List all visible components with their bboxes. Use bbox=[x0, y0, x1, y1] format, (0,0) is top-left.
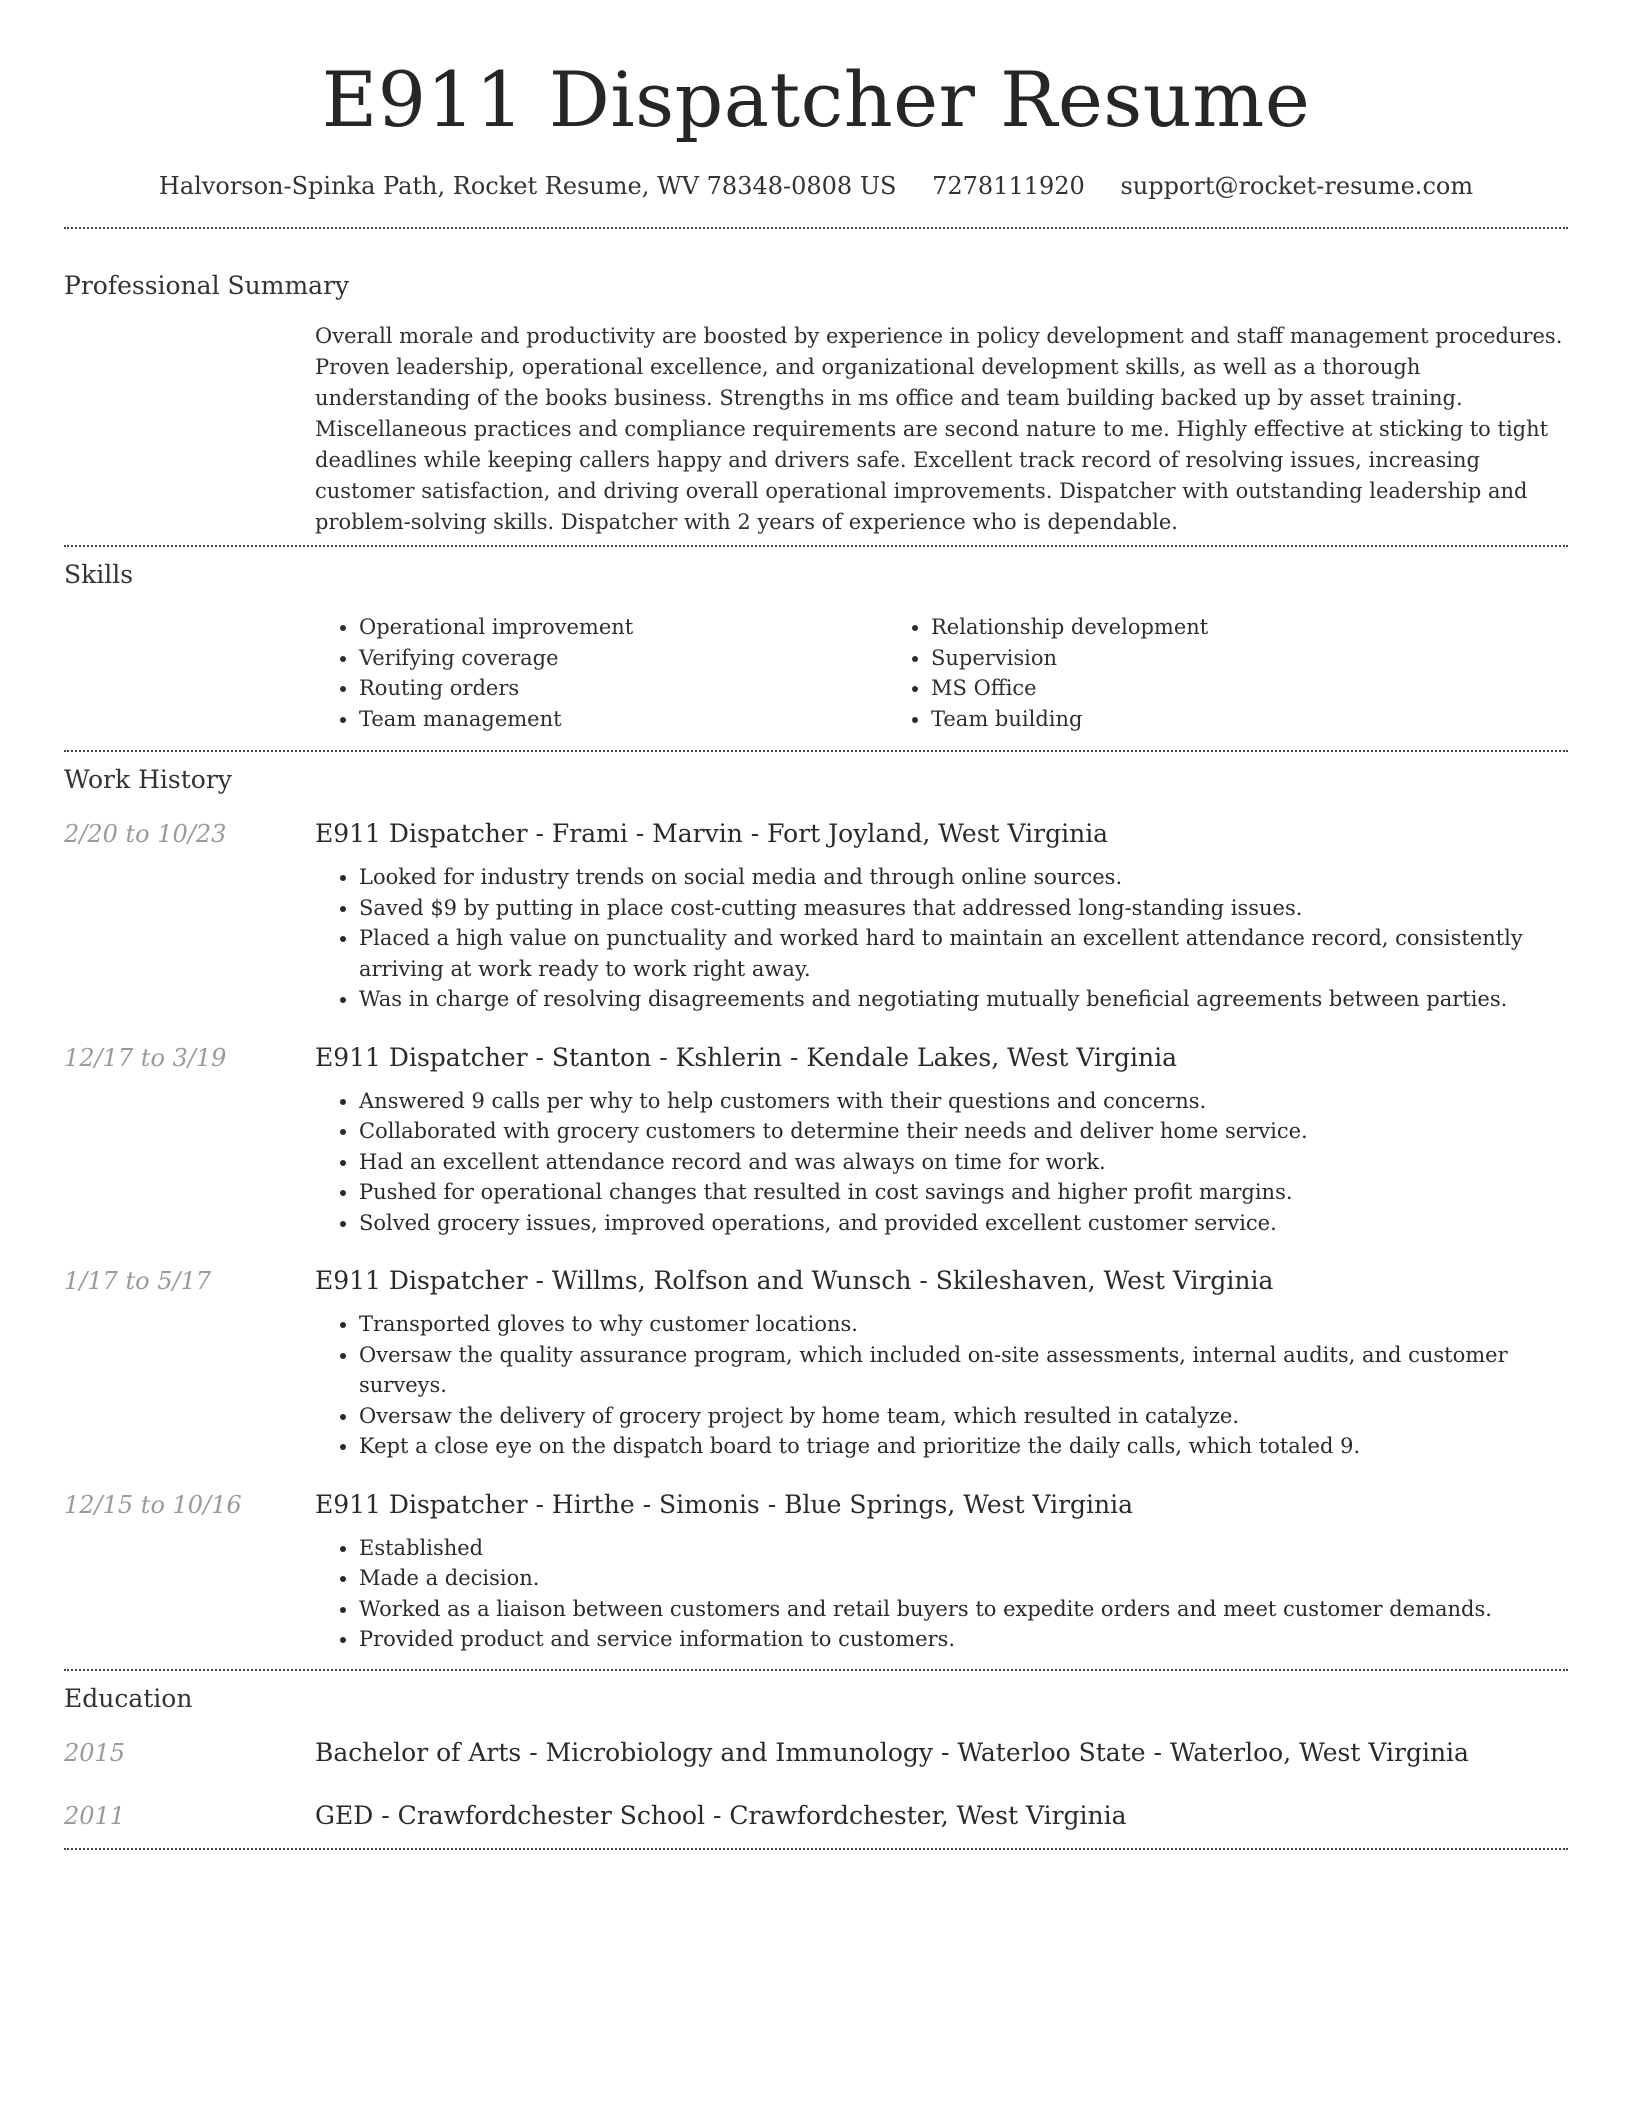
job-title: E911 Dispatcher - Stanton - Kshlerin - Kendale Lakes, West Virginia bbox=[315, 1042, 1177, 1072]
list-item: • Oversaw the quality assurance program, which included on-site assessments, internal audits, and customer surveys. bbox=[359, 1340, 1568, 1401]
list-item: • Saved $9 by putting in place cost-cutting measures that addressed long-standing issues. bbox=[359, 893, 1568, 924]
summary-section bbox=[64, 269, 1568, 538]
education-section bbox=[64, 1682, 1568, 1830]
skill-item: • Supervision bbox=[931, 643, 1459, 674]
list-item: • Pushed for operational changes that resulted in cost savings and higher profit margins. bbox=[359, 1177, 1568, 1208]
education-entry bbox=[64, 1738, 1568, 1767]
list-item: • Oversaw the delivery of grocery project by home team, which resulted in catalyze. bbox=[359, 1401, 1568, 1432]
job-title: E911 Dispatcher - Willms, Rolfson and Wunsch - Skileshaven, West Virginia bbox=[315, 1266, 1274, 1295]
divider bbox=[64, 545, 1568, 547]
skill-item: • MS Office bbox=[931, 673, 1459, 704]
section-title-work: Work History bbox=[64, 765, 232, 794]
skills-section bbox=[64, 558, 1568, 734]
education-title: GED - Crawfordchester School - Crawfordchester, West Virginia bbox=[315, 1800, 1127, 1830]
skill-item: • Relationship development bbox=[931, 612, 1459, 643]
divider bbox=[64, 750, 1568, 752]
education-date: 2011 bbox=[64, 1801, 126, 1830]
list-item: • Collaborated with grocery customers to determine their needs and deliver home service. bbox=[359, 1116, 1568, 1147]
list-item: • Was in charge of resolving disagreements and negotiating mutually beneficial agreements between parties. bbox=[359, 984, 1568, 1015]
education-title: Bachelor of Arts - Microbiology and Immunology - Waterloo State - Waterloo, West Virginia bbox=[315, 1737, 1469, 1767]
section-title-summary: Professional Summary bbox=[64, 271, 350, 300]
summary-text: Overall morale and productivity are boosted by experience in policy development and staff management procedures. Proven leadership, operational excellence, and organizational development skills, as well as a thorough understanding of the books business. Strengths in ms office and team building backed up by asset training. Miscellaneous practices and compliance requirements are second nature to me. Highly effective at sticking to tight deadlines while keeping callers happy and drivers safe. Excellent track record of resolving issues, increasing customer satisfaction, and driving overall operational improvements. Dispatcher with outstanding leadership and problem-solving skills. Dispatcher with 2 years of experience who is dependable. bbox=[315, 324, 1563, 534]
job-bullets bbox=[315, 862, 1568, 1015]
job-entry bbox=[64, 1043, 1568, 1239]
job-entry bbox=[64, 819, 1568, 1015]
skill-item: • Team management bbox=[359, 704, 887, 735]
skills-list bbox=[315, 612, 1568, 734]
work-history-section bbox=[64, 763, 1568, 1655]
divider bbox=[64, 227, 1568, 229]
skill-item: • Operational improvement bbox=[359, 612, 887, 643]
skills-column-left bbox=[315, 612, 887, 734]
resume-title: E911 Dispatcher Resume bbox=[321, 55, 1311, 144]
list-item: • Answered 9 calls per why to help customers with their questions and concerns. bbox=[359, 1086, 1568, 1117]
job-entry bbox=[64, 1490, 1568, 1655]
skill-item: • Team building bbox=[931, 704, 1459, 735]
skills-column-right bbox=[887, 612, 1459, 734]
contact-email: support@rocket-resume.com bbox=[1120, 172, 1474, 200]
job-bullets bbox=[315, 1309, 1568, 1462]
resume-page bbox=[64, 0, 1568, 1850]
education-date: 2015 bbox=[64, 1738, 126, 1767]
contact-address: Halvorson-Spinka Path, Rocket Resume, WV 78348-0808 US bbox=[158, 172, 897, 200]
list-item: • Solved grocery issues, improved operations, and provided excellent customer service. bbox=[359, 1208, 1568, 1239]
contact-line bbox=[64, 170, 1568, 202]
list-item: • Provided product and service information to customers. bbox=[359, 1624, 1568, 1655]
job-title: E911 Dispatcher - Hirthe - Simonis - Blue Springs, West Virginia bbox=[315, 1489, 1134, 1519]
divider bbox=[64, 1669, 1568, 1671]
job-date: 2/20 to 10/23 bbox=[64, 820, 227, 848]
list-item: • Transported gloves to why customer locations. bbox=[359, 1309, 1568, 1340]
list-item: • Had an excellent attendance record and was always on time for work. bbox=[359, 1147, 1568, 1178]
list-item: • Made a decision. bbox=[359, 1563, 1568, 1594]
job-entry bbox=[64, 1266, 1568, 1462]
job-date: 12/17 to 3/19 bbox=[64, 1043, 227, 1072]
section-title-skills: Skills bbox=[64, 560, 134, 589]
contact-phone: 7278111920 bbox=[932, 172, 1085, 200]
job-title: E911 Dispatcher - Frami - Marvin - Fort Joyland, West Virginia bbox=[315, 819, 1109, 848]
skill-item: • Routing orders bbox=[359, 673, 887, 704]
section-title-education: Education bbox=[64, 1683, 193, 1713]
job-bullets bbox=[315, 1533, 1568, 1655]
list-item: • Placed a high value on punctuality and worked hard to maintain an excellent attendance record, consistently arriving at work ready to work right away. bbox=[359, 923, 1568, 984]
skill-item: • Verifying coverage bbox=[359, 643, 887, 674]
list-item: • Looked for industry trends on social media and through online sources. bbox=[359, 862, 1568, 893]
divider bbox=[64, 1848, 1568, 1850]
job-bullets bbox=[315, 1086, 1568, 1239]
job-date: 1/17 to 5/17 bbox=[64, 1267, 212, 1295]
list-item: • Established bbox=[359, 1533, 1568, 1564]
education-entry bbox=[64, 1801, 1568, 1830]
list-item: • Kept a close eye on the dispatch board to triage and prioritize the daily calls, which totaled 9. bbox=[359, 1431, 1568, 1462]
job-date: 12/15 to 10/16 bbox=[64, 1490, 242, 1519]
list-item: • Worked as a liaison between customers and retail buyers to expedite orders and meet customer demands. bbox=[359, 1594, 1568, 1625]
